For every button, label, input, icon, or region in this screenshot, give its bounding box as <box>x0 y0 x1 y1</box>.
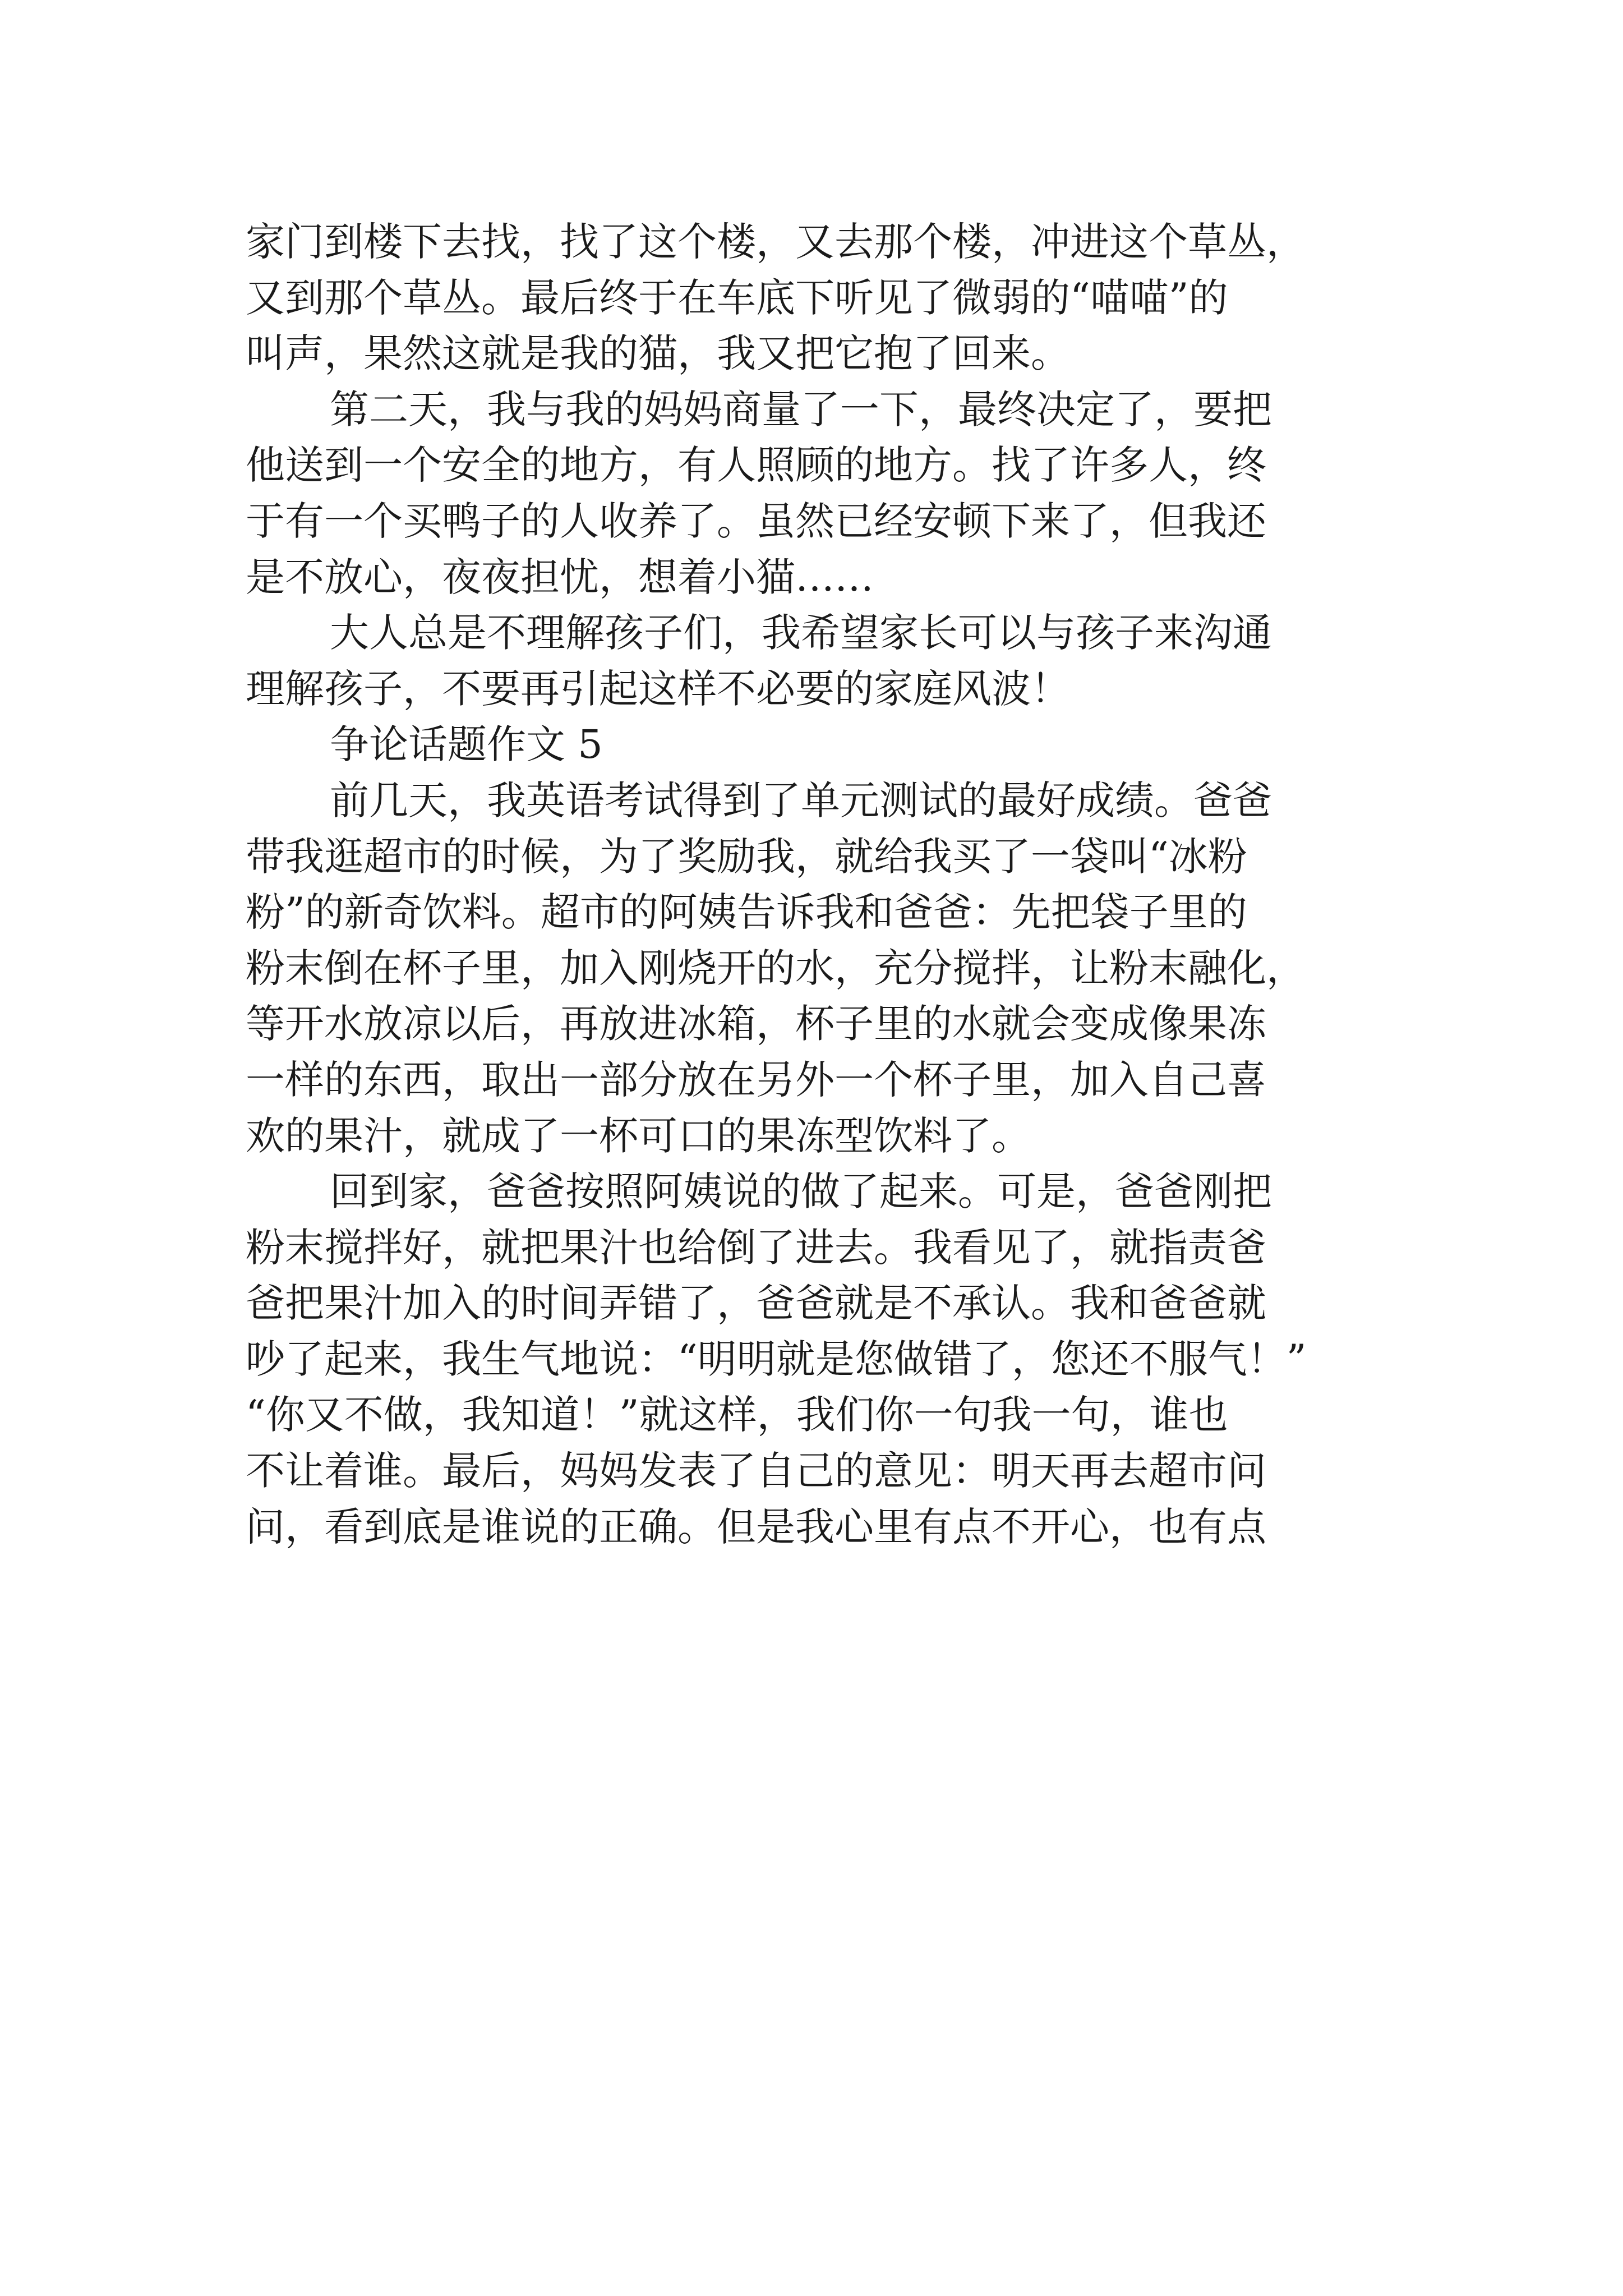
text-line: 粉”的新奇饮料。超市的阿姨告诉我和爸爸：先把袋子里的 <box>246 889 1247 936</box>
document-body <box>246 214 1423 1555</box>
text-line: 于有一个买鸭子的人收养了。虽然已经安顿下来了，但我还 <box>246 498 1266 544</box>
text-line: 又到那个草丛。最后终于在车底下听见了微弱的“喵喵”的 <box>246 274 1228 321</box>
text-line: 他送到一个安全的地方，有人照顾的地方。找了许多人，终 <box>246 442 1266 489</box>
text-line: 粉末倒在杯子里，加入刚烧开的水，充分搅拌，让粉末融化， <box>246 945 1306 991</box>
essay-title: 争论话题作文 5 <box>330 721 603 768</box>
text-line: 不让着谁。最后，妈妈发表了自己的意见：明天再去超市问 <box>246 1448 1266 1494</box>
paragraph <box>246 382 1423 605</box>
paragraph <box>246 605 1423 717</box>
text-line: 家门到楼下去找，找了这个楼，又去那个楼，冲进这个草丛， <box>246 219 1306 265</box>
text-line: 带我逛超市的时候，为了奖励我，就给我买了一袋叫“冰粉 <box>246 833 1247 880</box>
text-line: 大人总是不理解孩子们，我希望家长可以与孩子来沟通 <box>330 610 1272 656</box>
text-line: 欢的果汁，就成了一杯可口的果冻型饮料了。 <box>246 1112 1031 1159</box>
text-line: 前几天，我英语考试得到了单元测试的最好成绩。爸爸 <box>330 777 1272 823</box>
text-line: 吵了起来，我生气地说：“明明就是您做错了，您还不服气！” <box>246 1336 1307 1382</box>
text-line: 一样的东西，取出一部分放在另外一个杯子里，加入自己喜 <box>246 1056 1266 1103</box>
text-line: 第二天，我与我的妈妈商量了一下，最终决定了，要把 <box>330 386 1272 432</box>
text-line: 等开水放凉以后，再放进冰箱，杯子里的水就会变成像果冻 <box>246 1001 1266 1047</box>
text-line: 是不放心，夜夜担忧，想着小猫…… <box>246 554 874 600</box>
text-line: 爸把果汁加入的时间弄错了，爸爸就是不承认。我和爸爸就 <box>246 1280 1266 1327</box>
essay-heading <box>246 717 1423 773</box>
essay-paragraph <box>246 773 1423 1164</box>
text-line: 粉末搅拌好，就把果汁也给倒了进去。我看见了，就指责爸 <box>246 1224 1266 1271</box>
intro-paragraph <box>246 214 1423 382</box>
text-line: 问，看到底是谁说的正确。但是我心里有点不开心，也有点 <box>246 1503 1266 1550</box>
text-line: 叫声，果然这就是我的猫，我又把它抱了回来。 <box>246 330 1070 377</box>
text-line: 理解孩子，不要再引起这样不必要的家庭风波！ <box>246 665 1070 712</box>
essay-paragraph <box>246 1164 1423 1555</box>
text-line: “你又不做，我知道！”就这样，我们你一句我一句，谁也 <box>246 1392 1228 1438</box>
text-line: 回到家，爸爸按照阿姨说的做了起来。可是，爸爸刚把 <box>330 1168 1272 1215</box>
